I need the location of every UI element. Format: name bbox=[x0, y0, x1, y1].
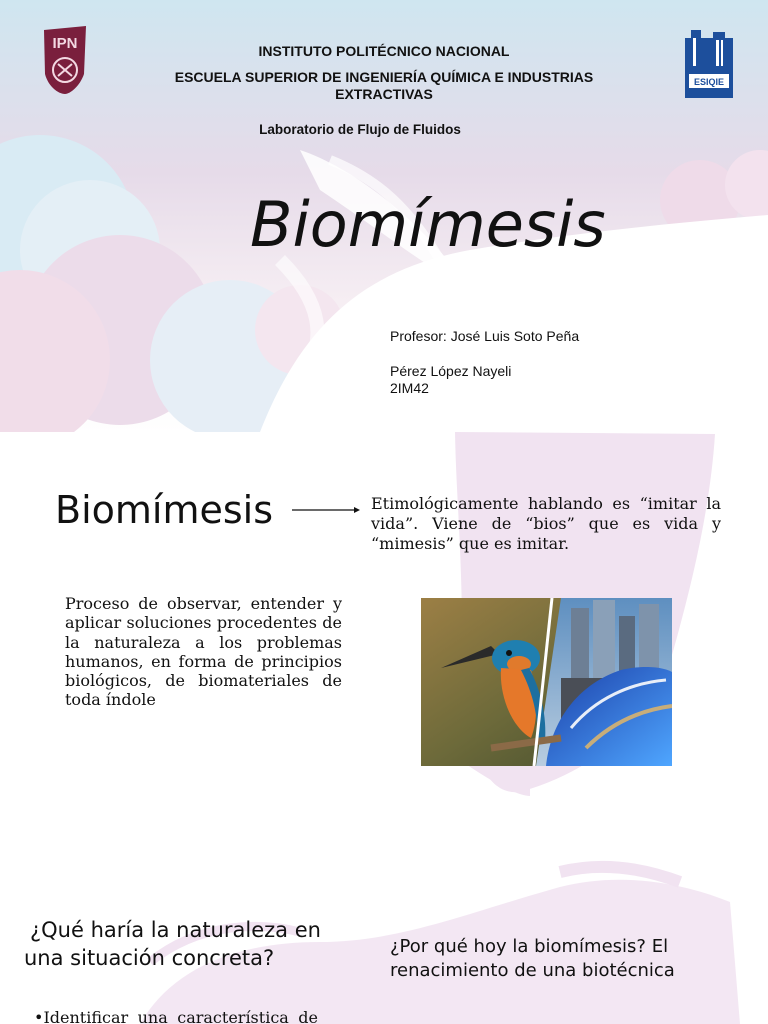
etymology-text: Etimológicamente hablando es “imitar la vida”. Viene de “bios” que es vida y “mimesis” que es imitar. bbox=[371, 494, 721, 553]
student-name: Pérez López Nayeli bbox=[390, 363, 512, 379]
svg-text:ESIQIE: ESIQIE bbox=[693, 77, 725, 87]
institution-name: INSTITUTO POLITÉCNICO NACIONAL bbox=[258, 43, 510, 59]
professor-name: Profesor: José Luis Soto Peña bbox=[390, 328, 580, 344]
question-slide bbox=[0, 832, 768, 1024]
school-name-line1: ESCUELA SUPERIOR DE INGENIERÍA QUÍMICA E INDUSTRIAS bbox=[174, 69, 594, 85]
arrow-icon bbox=[292, 505, 362, 515]
cover-title: Biomímesis bbox=[250, 188, 606, 261]
process-description: Proceso de observar, entender y aplicar soluciones procedentes de la naturaleza a los problemas humanos, en forma de principios biológicos, de biomateriales de toda índole bbox=[65, 594, 342, 710]
svg-text:IPN: IPN bbox=[52, 35, 78, 52]
group-code: 2IM42 bbox=[390, 380, 429, 396]
esiqie-logo bbox=[683, 28, 735, 100]
ipn-logo bbox=[40, 24, 90, 96]
kingfisher-bullet-train-image bbox=[421, 598, 672, 766]
definition-slide bbox=[0, 432, 768, 832]
bullet-item: •Identificar una característica de bbox=[34, 1008, 318, 1024]
nature-question: ¿Qué haría la naturaleza en una situación concreta? bbox=[24, 918, 321, 970]
term-heading: Biomímesis bbox=[55, 488, 273, 532]
school-name-line2: EXTRACTIVAS bbox=[335, 86, 433, 102]
lab-name: Laboratorio de Flujo de Fluidos bbox=[259, 122, 461, 137]
cover-slide bbox=[0, 0, 768, 432]
why-biomimesis-heading: ¿Por qué hoy la biomímesis? El renacimiento de una biotécnica bbox=[390, 936, 675, 981]
